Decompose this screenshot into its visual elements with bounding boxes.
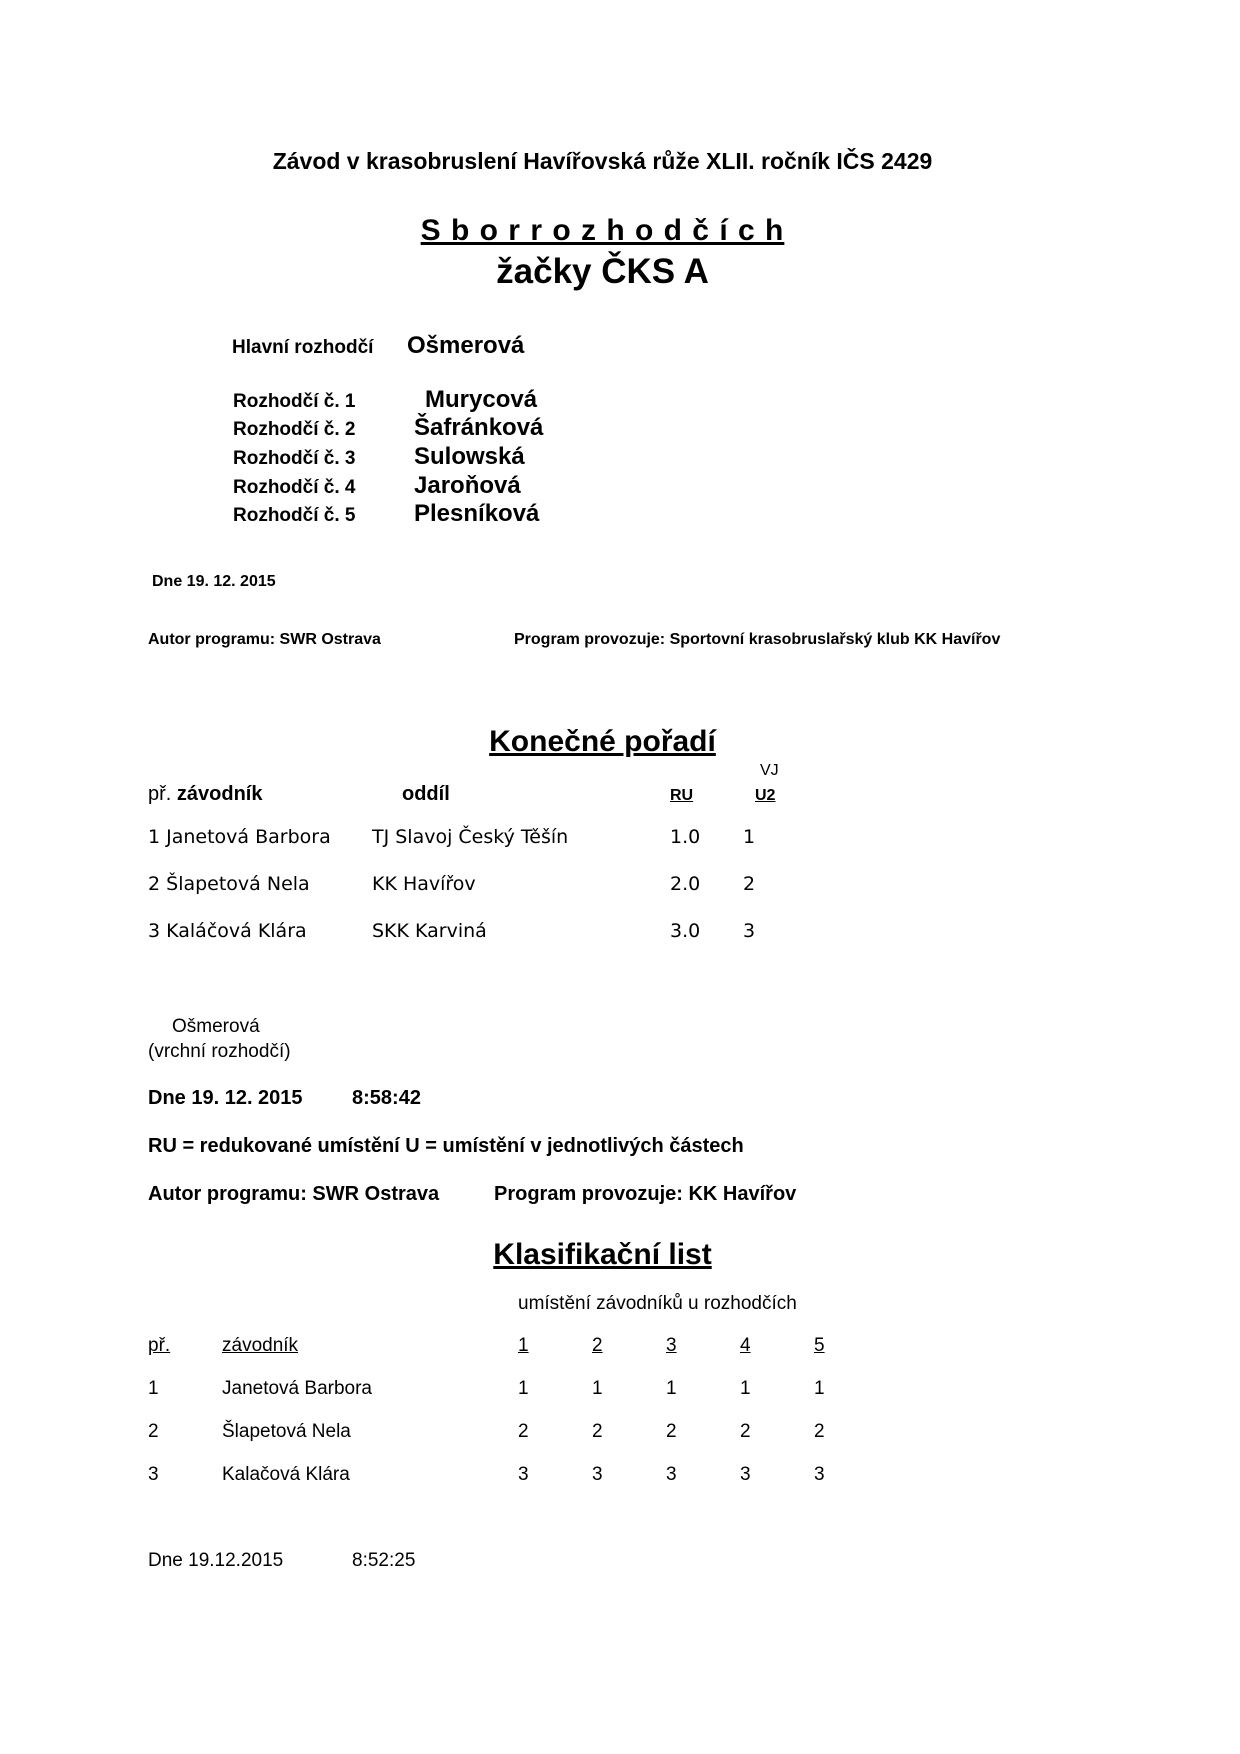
ranking-row-3-name: 3 Kaláčová Klára bbox=[148, 920, 307, 942]
judges-date: Dne 19. 12. 2015 bbox=[152, 573, 276, 590]
ranking-row-2-u2: 2 bbox=[743, 873, 756, 895]
classification-col-judge-3: 3 bbox=[666, 1335, 677, 1356]
ranking-row-2-ru: 2.0 bbox=[670, 873, 701, 895]
classification-col-rank: př. bbox=[148, 1335, 171, 1356]
ranking-row-1-club: TJ Slavoj Český Těšín bbox=[372, 826, 569, 848]
classification-title: Klasifikační list bbox=[493, 1238, 712, 1271]
classification-col-skater: závodník bbox=[222, 1335, 299, 1356]
signature-name: Ošmerová bbox=[172, 1016, 260, 1037]
ranking-col-header-ru: RU bbox=[670, 787, 694, 804]
ranking-row-2-club: KK Havířov bbox=[372, 873, 476, 895]
classification-row-3-judge-3: 3 bbox=[666, 1464, 677, 1485]
judges-program-author: Autor programu: SWR Ostrava bbox=[148, 631, 381, 648]
ranking-row-1-ru: 1.0 bbox=[670, 826, 701, 848]
ranking-program-author: Autor programu: SWR Ostrava bbox=[148, 1183, 440, 1205]
classification-row-3-judge-2: 3 bbox=[592, 1464, 603, 1485]
judge-name-5: Plesníková bbox=[414, 500, 540, 527]
ranking-row-3-u2: 3 bbox=[743, 920, 756, 942]
classification-row-1-name: Janetová Barbora bbox=[222, 1378, 372, 1399]
classification-row-1-judge-2: 1 bbox=[592, 1378, 603, 1399]
judge-label-3: Rozhodčí č. 3 bbox=[233, 448, 356, 469]
ranking-time: 8:58:42 bbox=[352, 1087, 421, 1109]
classification-row-2-rank: 2 bbox=[148, 1421, 159, 1442]
classification-subtitle: umístění závodníků u rozhodčích bbox=[518, 1293, 797, 1314]
judge-name-2: Šafránková bbox=[414, 414, 544, 441]
col-rank-prefix: př. bbox=[148, 783, 172, 805]
classification-row-2-judge-4: 2 bbox=[740, 1421, 751, 1442]
classification-row-1-judge-3: 1 bbox=[666, 1378, 677, 1399]
chief-judge-name: Ošmerová bbox=[407, 332, 525, 359]
section-title: S b o r r o z h o d č í c h bbox=[420, 214, 785, 247]
ranking-legend: RU = redukované umístění U = umístění v jednotlivých částech bbox=[148, 1135, 744, 1157]
classification-col-judge-1: 1 bbox=[518, 1335, 529, 1356]
classification-row-2-judge-5: 2 bbox=[814, 1421, 825, 1442]
ranking-row-1-u2: 1 bbox=[743, 826, 756, 848]
ranking-row-1-name: 1 Janetová Barbora bbox=[148, 826, 331, 848]
ranking-row-3-club: SKK Karviná bbox=[372, 920, 487, 942]
ranking-date: Dne 19. 12. 2015 bbox=[148, 1087, 303, 1109]
ranking-row-2-name: 2 Šlapetová Nela bbox=[148, 873, 310, 895]
classification-time: 8:52:25 bbox=[352, 1550, 416, 1571]
classification-row-1-judge-1: 1 bbox=[518, 1378, 529, 1399]
ranking-program-operator: Program provozuje: KK Havířov bbox=[494, 1183, 797, 1205]
classification-row-1-rank: 1 bbox=[148, 1378, 159, 1399]
ranking-row-3-ru: 3.0 bbox=[670, 920, 701, 942]
classification-col-judge-5: 5 bbox=[814, 1335, 825, 1356]
judge-name-4: Jaroňová bbox=[414, 472, 521, 499]
col-vj-header: VJ bbox=[760, 762, 779, 779]
judge-name-1: Murycová bbox=[425, 386, 538, 413]
classification-row-3-judge-1: 3 bbox=[518, 1464, 529, 1485]
category-title: žačky ČKS A bbox=[496, 252, 709, 291]
classification-row-3-rank: 3 bbox=[148, 1464, 159, 1485]
classification-row-1-judge-5: 1 bbox=[814, 1378, 825, 1399]
judges-program-operator: Program provozuje: Sportovní krasobruslařský klub KK Havířov bbox=[514, 631, 1001, 648]
classification-row-2-judge-1: 2 bbox=[518, 1421, 529, 1442]
classification-col-judge-2: 2 bbox=[592, 1335, 603, 1356]
judge-label-2: Rozhodčí č. 2 bbox=[233, 419, 356, 440]
classification-row-1-judge-4: 1 bbox=[740, 1378, 751, 1399]
chief-judge-label: Hlavní rozhodčí bbox=[232, 337, 374, 358]
ranking-col-header-u2: U2 bbox=[755, 787, 776, 804]
event-title: Závod v krasobruslení Havířovská růže XLII. ročník IČS 2429 bbox=[272, 148, 933, 174]
classification-row-2-judge-2: 2 bbox=[592, 1421, 603, 1442]
classification-col-judge-4: 4 bbox=[740, 1335, 751, 1356]
ranking-col-header-club: oddíl bbox=[402, 783, 450, 805]
signature-role: (vrchní rozhodčí) bbox=[148, 1041, 291, 1062]
classification-row-2-name: Šlapetová Nela bbox=[222, 1421, 351, 1442]
classification-row-3-judge-5: 3 bbox=[814, 1464, 825, 1485]
col-skater-label: závodník bbox=[176, 783, 263, 805]
classification-date: Dne 19.12.2015 bbox=[148, 1550, 284, 1571]
judge-label-1: Rozhodčí č. 1 bbox=[233, 391, 356, 412]
final-ranking-title: Konečné pořadí bbox=[489, 725, 716, 758]
classification-row-3-judge-4: 3 bbox=[740, 1464, 751, 1485]
judge-label-5: Rozhodčí č. 5 bbox=[233, 505, 356, 526]
judge-name-3: Sulowská bbox=[414, 443, 525, 470]
judge-label-4: Rozhodčí č. 4 bbox=[233, 477, 356, 498]
classification-row-3-name: Kalačová Klára bbox=[222, 1464, 350, 1485]
ranking-col-header-skater bbox=[148, 783, 262, 806]
classification-row-2-judge-3: 2 bbox=[666, 1421, 677, 1442]
